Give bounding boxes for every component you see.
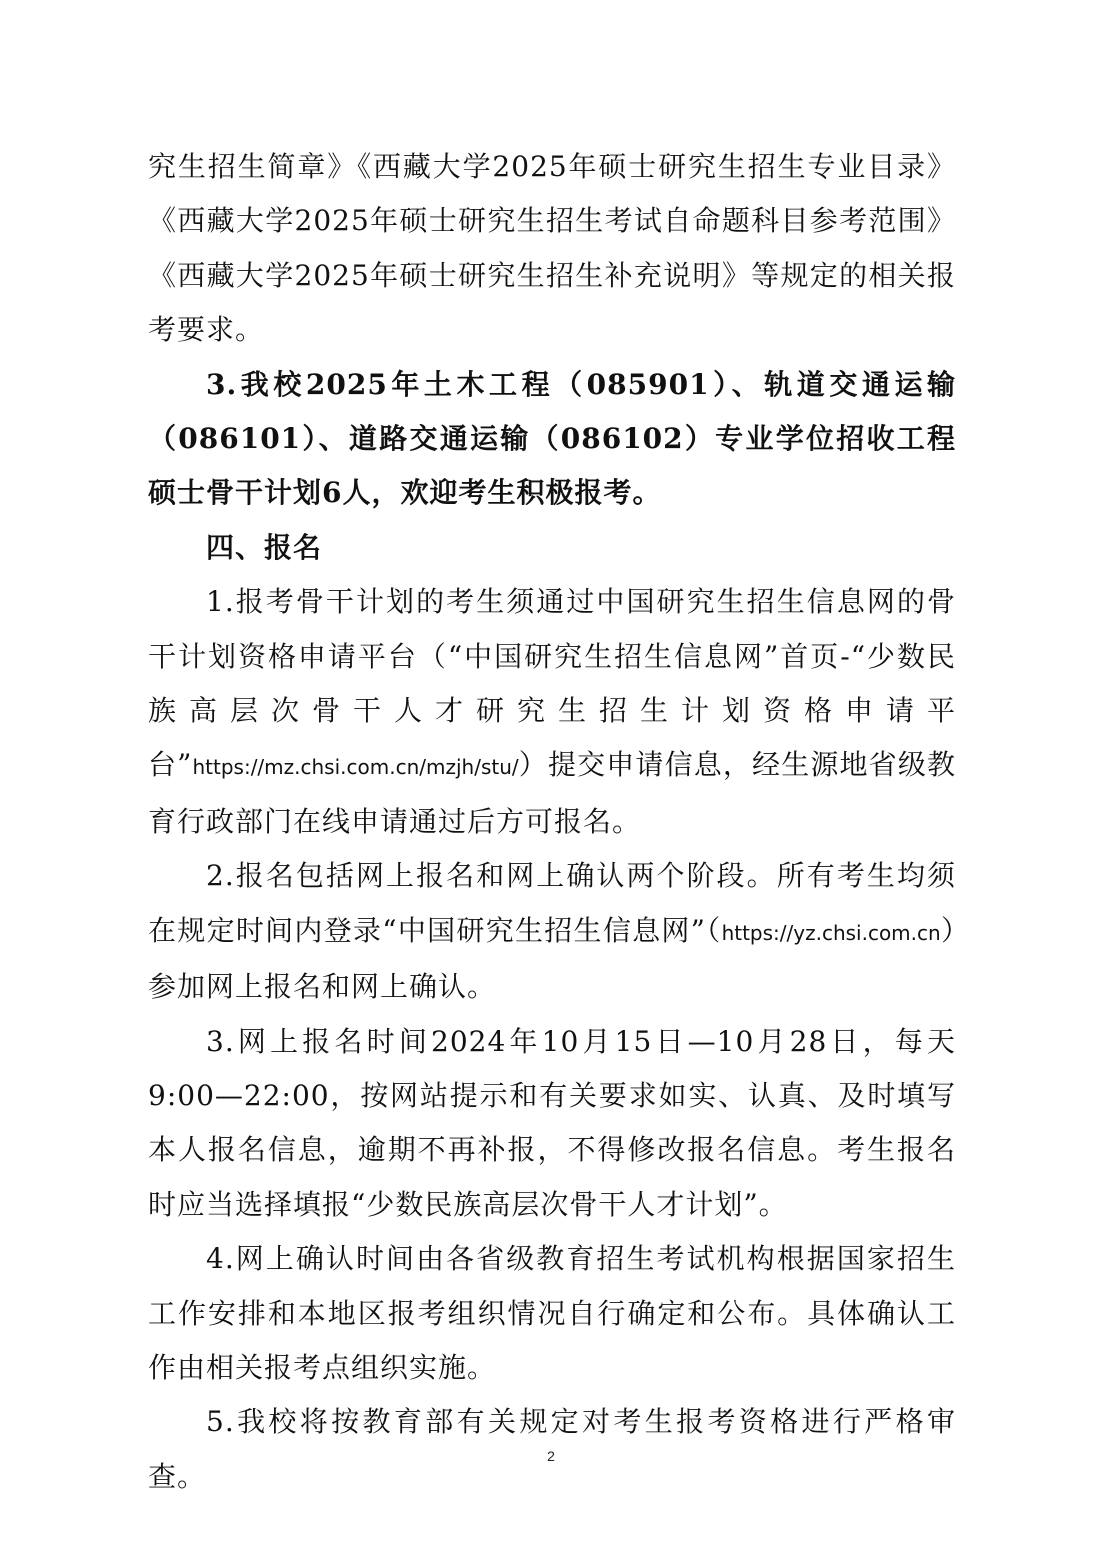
paragraph-requirements-continued: 究生招生简章》《西藏大学2025年硕士研究生招生专业目录》《西藏大学2025年硕士研究生招生考试自命题科目参考范围》《西藏大学2025年硕士研究生招生补充说明》等规定的相关报考要求。 <box>148 150 956 347</box>
admission-website-url[interactable]: https://yz.chsi.com.cn <box>721 920 941 945</box>
paragraph-text: ）参加网上报名和网上确认。 <box>148 913 956 1004</box>
document-page <box>148 140 956 1504</box>
paragraph-program-quota: 3.我校2025年土木工程（085901）、轨道交通运输（086101）、道路交通运输（086102）专业学位招收工程硕士骨干计划6人，欢迎考生积极报考。 <box>148 367 956 510</box>
paragraph-online-confirmation: 4.网上确认时间由各省级教育招生考试机构根据国家招生工作安排和本地区报考组织情况自行确定和公布。具体确认工作由相关报考点组织实施。 <box>148 1242 956 1384</box>
paragraph-qualification-review: 5.我校将按教育部有关规定对考生报考资格进行严格审查。 <box>148 1405 956 1493</box>
paragraph-registration-stages <box>148 849 956 1014</box>
paragraph-online-registration-time: 3.网上报名时间2024年10月15日—10月28日，每天9:00—22:00，按网站提示和有关要求如实、认真、及时填写本人报名信息，逾期不再补报，不得修改报名信息。考生报名时应当选择填报“少数民族高层次骨干人才计划”。 <box>148 1024 956 1221</box>
section-heading-registration: 四、报名 <box>206 530 323 564</box>
paragraph-qualification-application <box>148 575 956 849</box>
page-number: 2 <box>547 1448 555 1464</box>
application-platform-url[interactable]: https://mz.chsi.com.cn/mzjh/stu/ <box>192 755 519 780</box>
paragraph-text: ）提交申请信息，经生源地省级教育行政部门在线申请通过后方可报名。 <box>148 748 956 838</box>
paragraph-text: 2.报名包括网上报名和网上确认两个阶段。所有考生均须在规定时间内登录“中国研究生招生信息网”（ <box>148 859 956 947</box>
paragraph-text: 1.报考骨干计划的考生须通过中国研究生招生信息网的骨干计划资格申请平台（“中国研究生招生信息网”首页-“少数民族高层次骨干人才研究生招生计划资格申请平台” <box>148 585 956 782</box>
